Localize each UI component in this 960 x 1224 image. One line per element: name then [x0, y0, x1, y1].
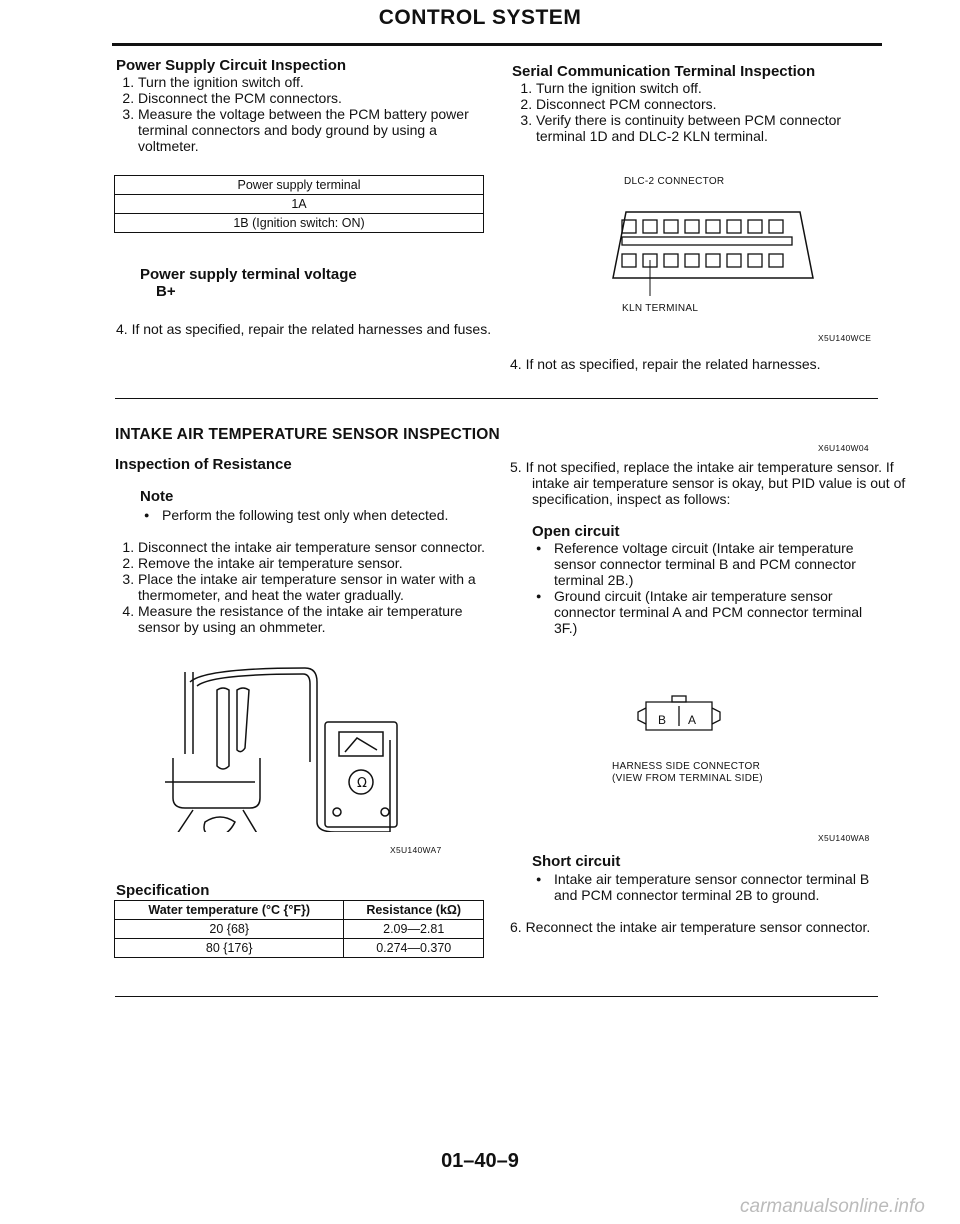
serial-comm-section [512, 63, 892, 144]
figure-code: X6U140W04 [818, 443, 869, 453]
svg-text:Ω: Ω [357, 776, 367, 791]
table-cell: 1A [115, 195, 484, 214]
table-cell: 1B (Ignition switch: ON) [115, 214, 484, 233]
list-item: ● Intake air temperature sensor connector terminal B and PCM connector terminal 2B to ground. [532, 871, 882, 903]
list-item: 2. Disconnect the PCM connectors. [138, 90, 496, 106]
spec-table [114, 900, 484, 958]
voltage-label: Power supply terminal voltage [140, 266, 357, 283]
list-item: 3. Place the intake air temperature sensor in water with a thermometer, and heat the water gradually. [138, 571, 498, 603]
power-supply-section [116, 57, 496, 154]
table-cell: 0.274—0.370 [344, 939, 484, 958]
table-cell: 2.09—2.81 [344, 920, 484, 939]
step5-text: 5. If not specified, replace the intake air temperature sensor. If intake air temperature sensor is okay, but PID value is out of specification, inspect as follows: [510, 459, 906, 507]
list-item: 4. Measure the resistance of the intake air temperature sensor by using an ohmmeter. [138, 603, 498, 635]
list-item: 3. Verify there is continuity between PCM connector terminal 1D and DLC-2 KLN terminal. [536, 112, 892, 144]
serial-comm-steps [512, 80, 892, 144]
pin-a-label: A [688, 713, 697, 727]
table-header: Water temperature (°C {°F}) [115, 901, 344, 920]
figure-code: X5U140WA8 [818, 833, 870, 843]
table-header: Power supply terminal [115, 176, 484, 195]
table-cell: 80 {176} [115, 939, 344, 958]
page-number: 01–40–9 [441, 1150, 519, 1172]
table-row [115, 920, 484, 939]
iat-title: INTAKE AIR TEMPERATURE SENSOR INSPECTION [115, 426, 500, 443]
voltage-value: B+ [156, 283, 176, 300]
list-item: 2. Remove the intake air temperature sensor. [138, 555, 498, 571]
watermark: carmanualsonline.info [740, 1196, 925, 1217]
list-item: 1. Turn the ignition switch off. [536, 80, 892, 96]
list-item: 2. Disconnect PCM connectors. [536, 96, 892, 112]
note-title: Note [140, 488, 174, 505]
power-supply-table [114, 175, 484, 233]
list-item: 3. Measure the voltage between the PCM battery power terminal connectors and body ground by using a voltmeter. [138, 106, 496, 154]
bottom-rule [115, 996, 878, 997]
open-circuit-list [532, 540, 882, 636]
table-header: Resistance (kΩ) [344, 901, 484, 920]
dlc2-title: DLC-2 CONNECTOR [624, 176, 725, 187]
iat-steps [116, 539, 498, 635]
short-circuit-list [532, 871, 882, 903]
open-circuit-title: Open circuit [532, 523, 620, 540]
list-item: 1. Turn the ignition switch off. [138, 74, 496, 90]
harness-label-1: HARNESS SIDE CONNECTOR [612, 761, 761, 772]
figure-code: X5U140WA7 [390, 845, 442, 855]
harness-connector-diagram [630, 692, 730, 734]
pin-b-label: B [658, 713, 667, 727]
iat-subtitle: Inspection of Resistance [115, 456, 292, 473]
spec-title: Specification [116, 882, 210, 899]
table-cell: 20 {68} [115, 920, 344, 939]
figure-code: X5U140WCE [818, 333, 872, 343]
power-supply-steps [116, 74, 496, 154]
dlc2-connector-diagram [608, 198, 818, 298]
serial-comm-title: Serial Communication Terminal Inspection [512, 63, 816, 80]
serial-comm-step4: 4. If not as specified, repair the related harnesses. [510, 356, 821, 372]
page-title: CONTROL SYSTEM [378, 6, 582, 29]
table-row [115, 939, 484, 958]
short-circuit-title: Short circuit [532, 853, 621, 870]
step6-text: 6. Reconnect the intake air temperature sensor connector. [510, 919, 871, 935]
list-item: 1. Disconnect the intake air temperature sensor connector. [138, 539, 498, 555]
section-divider [115, 398, 878, 399]
note-text: ● Perform the following test only when detected. [140, 507, 502, 523]
list-item: ● Ground circuit (Intake air temperature sensor connector terminal A and PCM connector terminal 3F.) [532, 588, 882, 636]
ohmmeter-test-illustration [145, 662, 415, 832]
power-supply-title: Power Supply Circuit Inspection [116, 57, 347, 74]
header-rule [112, 43, 882, 46]
list-item: ● Reference voltage circuit (Intake air temperature sensor connector terminal B and PCM connector terminal 2B.) [532, 540, 882, 588]
power-supply-step4: 4. If not as specified, repair the related harnesses and fuses. [116, 321, 492, 337]
kln-terminal-label: KLN TERMINAL [622, 303, 699, 314]
harness-label-2: (VIEW FROM TERMINAL SIDE) [612, 773, 763, 784]
